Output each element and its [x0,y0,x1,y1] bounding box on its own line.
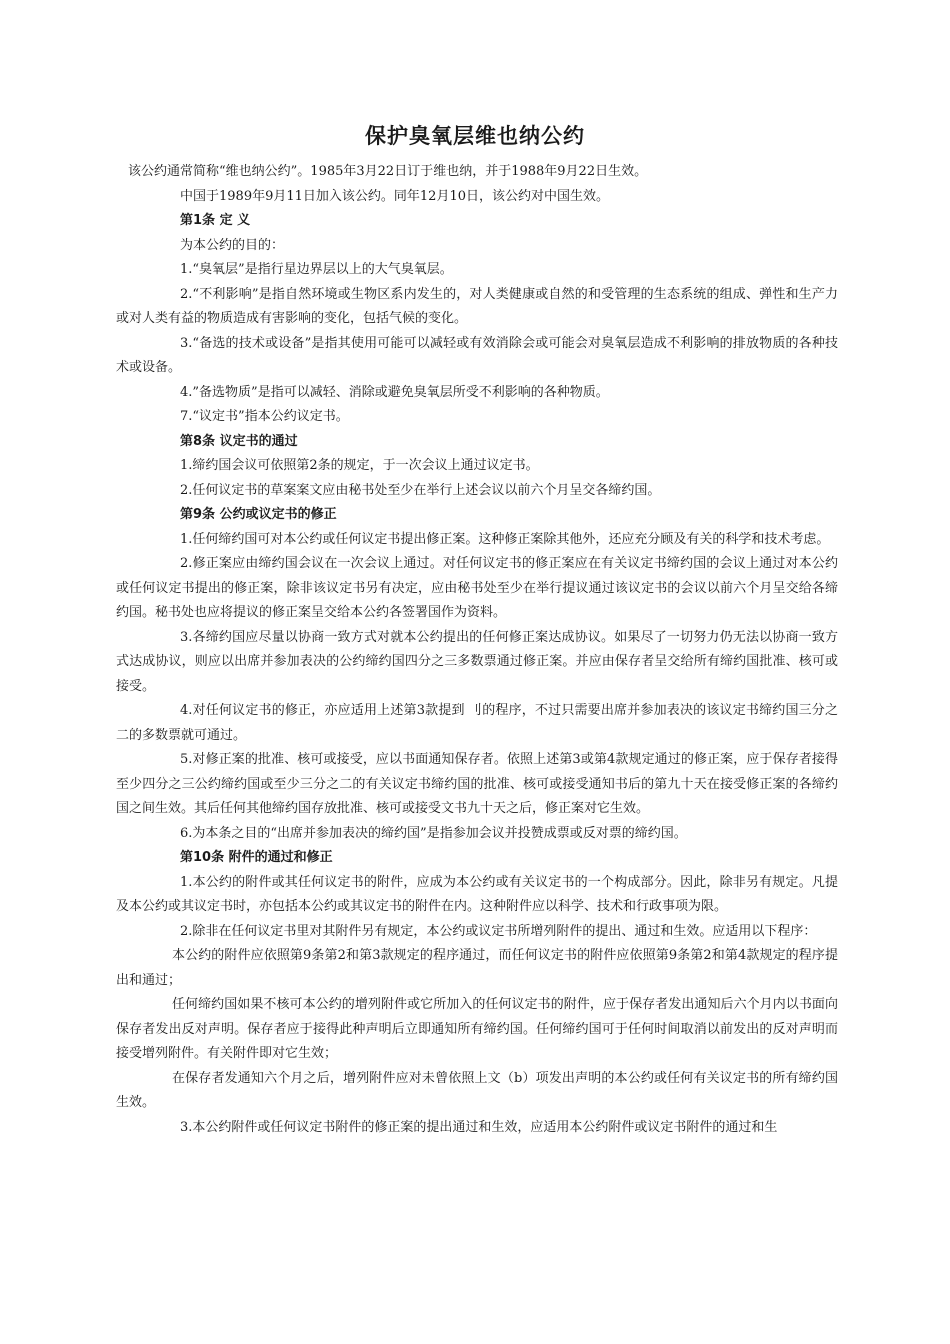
article-8-item: 2.任何议定书的草案案文应由秘书处至少在举行上述会议以前六个月呈交各缔约国。 [180,482,661,498]
article-10-subitem: 在保存者发通知六个月之后，增列附件应对未曾依照上文（b）项发出声明的本公约或任何有关议定书的所有缔约国生效。 [116,1070,838,1110]
article-9-item: 4.对任何议定书的修正，亦应适用上述第3款提到 刂的程序，不过只需要出席并参加表决的该议定书缔约国三分之二的多数票就可通过。 [116,703,838,743]
article-10-item: 2.除非在任何议定书里对其附件另有规定，本公约或议定书所增列附件的提出、通过和生效。应适用以下程序： [180,923,817,939]
china-paragraph: 中国于1989年9月11日加入该公约。同年12月10日，该公约对中国生效。 [180,188,609,204]
article-8-heading: 第8条 议定书的通过 [180,433,298,449]
article-10-heading: 第10条 附件的通过和修正 [180,850,333,865]
article-1-item: 2.“不利影响”是指自然环境或生物区系内发生的，对人类健康或自然的和受管理的生态系统的组成、弹性和生产力或对人类有益的物质造成有害影响的变化，包括气候的变化。 [116,286,838,326]
article-10-item: 3.本公约附件或任何议定书附件的修正案的提出通过和生效，应适用本公约附件或议定书附件的通过和生 [180,1119,778,1135]
article-8-item: 1.缔约国会议可依照第2条的规定，于一次会议上通过议定书。 [180,458,539,473]
article-9-item: 2.修正案应由缔约国会议在一次会议上通过。对任何议定书的修正案应在有关议定书缔约国的会议上通过对本公约或任何议定书提出的修正案，除非该议定书另有决定，应由秘书处至少在举行提议通过该议定书的会议以前六个月呈交给各缔约国。秘书处也应将提议的修正案呈交给本公约各签署国作为资料。 [116,556,838,620]
article-10-subitem: 任何缔约国如果不核可本公约的增列附件或它所加入的任何议定书的附件，应于保存者发出通知后六个月内以书面向保存者发出反对声明。保存者应于接得此种声明后立即通知所有缔约国。任何缔约国可于任何时间取消以前发出的反对声明而接受增列附件。有关附件即对它生效； [116,997,838,1061]
article-9-item: 5.对修正案的批准、核可或接受，应以书面通知保存者。依照上述第3或第4款规定通过的修正案，应于保存者接得至少四分之三公约缔约国或至少三分之二的有关议定书缔约国的批准、核可或接受通知书后的第九十天在接受修正案的各缔约国之间生效。其后任何其他缔约国存放批准、核可或接受文书九十天之后，修正案对它生效。 [116,752,838,816]
article-1-heading: 第1条 定 义 [180,213,251,228]
article-1-item: 1.“臭氧层”是指行星边界层以上的大气臭氧层。 [180,262,453,277]
article-1-item: 3.“备选的技术或设备”是指其使用可能可以减轻或有效消除会或可能会对臭氧层造成不利影响的排放物质的各种技术或设备。 [116,335,838,375]
article-1-lead: 为本公约的目的： [180,237,285,253]
article-1-item: 7.“议定书”指本公约议定书。 [180,409,349,424]
article-9-item: 6.为本条之目的“出席并参加表决的缔约国”是指参加会议并投赞成票或反对票的缔约国。 [180,825,687,841]
intro-paragraph: 该公约通常简称“维也纳公约”。1985年3月22日订于维也纳，并于1988年9月22日生效。 [128,164,648,179]
document-title: 保护臭氧层维也纳公约 [365,124,585,148]
document-body [116,160,838,1140]
article-9-item: 1.任何缔约国可对本公约或任何议定书提出修正案。这种修正案除其他外，还应充分顾及有关的科学和技术考虑。 [180,531,830,547]
article-9-heading: 第9条 公约或议定书的修正 [180,507,337,522]
article-1-item: 4.”备选物质”是指可以减轻、消除或避免臭氧层所受不利影响的各种物质。 [180,384,609,400]
article-9-item: 3.各缔约国应尽量以协商一致方式对就本公约提出的任何修正案达成协议。如果尽了一切努力仍无法以协商一致方式达成协议，则应以出席并参加表决的公约缔约国四分之三多数票通过修正案。并应由保存者呈交给所有缔约国批准、核可或接受。 [116,629,838,694]
article-10-subitem: 本公约的附件应依照第9条第2和第3款规定的程序通过，而任何议定书的附件应依照第9条第2和第4款规定的程序提出和通过； [116,948,838,988]
article-10-item: 1.本公约的附件或其任何议定书的附件，应成为本公约或有关议定书的一个构成部分。因此，除非另有规定。凡提及本公约或其议定书时，亦包括本公约或其议定书的附件在内。这种附件应以科学、技术和行政事项为限。 [116,874,838,914]
